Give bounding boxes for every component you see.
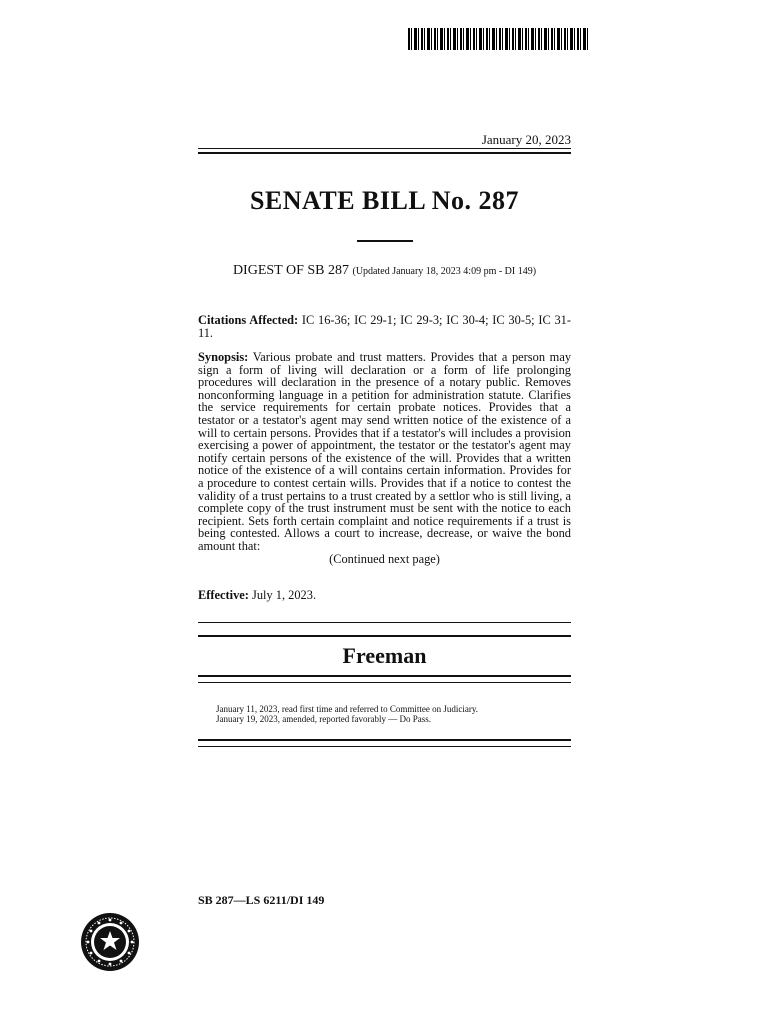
citations-label: Citations Affected: [198, 313, 299, 327]
continued-note: (Continued next page) [329, 551, 440, 566]
synopsis-label: Synopsis: [198, 350, 249, 364]
digest-updated: (Updated January 18, 2023 4:09 pm - DI 149) [352, 266, 537, 277]
digest-heading [198, 263, 571, 279]
divider [198, 746, 571, 747]
effective-text: July 1, 2023. [252, 588, 317, 602]
divider [198, 148, 571, 149]
sponsor-name: Freeman [342, 643, 427, 668]
citations-affected [198, 314, 571, 339]
state-seal-icon [80, 912, 140, 972]
effective-date [198, 589, 571, 602]
history-entry: January 19, 2023, amended, reported favorably — Do Pass. [216, 713, 431, 724]
divider [198, 635, 571, 637]
digest-label: DIGEST OF SB 287 [232, 263, 349, 278]
document-date: January 20, 2023 [481, 132, 571, 147]
history-entry: January 11, 2023, read first time and referred to Committee on Judiciary. [216, 704, 479, 714]
divider [198, 152, 571, 154]
effective-label: Effective: [198, 588, 249, 602]
divider [198, 622, 571, 623]
synopsis-text: Various probate and trust matters. Provides that a person may sign a form of living will declaration or a form of life prolonging procedures will declaration in the presence of a notary public. Removes nonconforming language in a petition for administration statute. Clarifies the service requirements for certain probate notices. Provides that a testator or a testator's agent may send written notice of the existence of a will to certain persons. Provides that if a testator's will includes a provision exercising a power of appointment, the testator or the testator's agent may notify certain persons of the existence of the will. Provides that a written notice of the existence of a will contains certain information. Provides for a procedure to contest certain wills. Provides that if a notice to contest the validity of a trust pertains to a trust created by a settlor who is still living, a complete copy of the trust instrument must be sent with the notice to each recipient. Sets forth certain complaint and notice requirements if a trust is being contested. Allows a court to increase, decrease, or waive the bond amount that: [198, 350, 572, 553]
bill-title: SENATE BILL No. 287 [249, 186, 520, 215]
barcode [408, 28, 588, 50]
divider [198, 682, 571, 683]
divider [198, 739, 571, 741]
synopsis [198, 351, 571, 565]
title-underline [357, 240, 413, 242]
citations-text: IC 16-36; IC 29-1; IC 29-3; IC 30-4; IC 30-5; IC 31-11. [198, 313, 571, 340]
bill-footer: SB 287—LS 6211/DI 149 [198, 893, 325, 907]
divider [198, 675, 571, 677]
bill-history [216, 705, 478, 724]
